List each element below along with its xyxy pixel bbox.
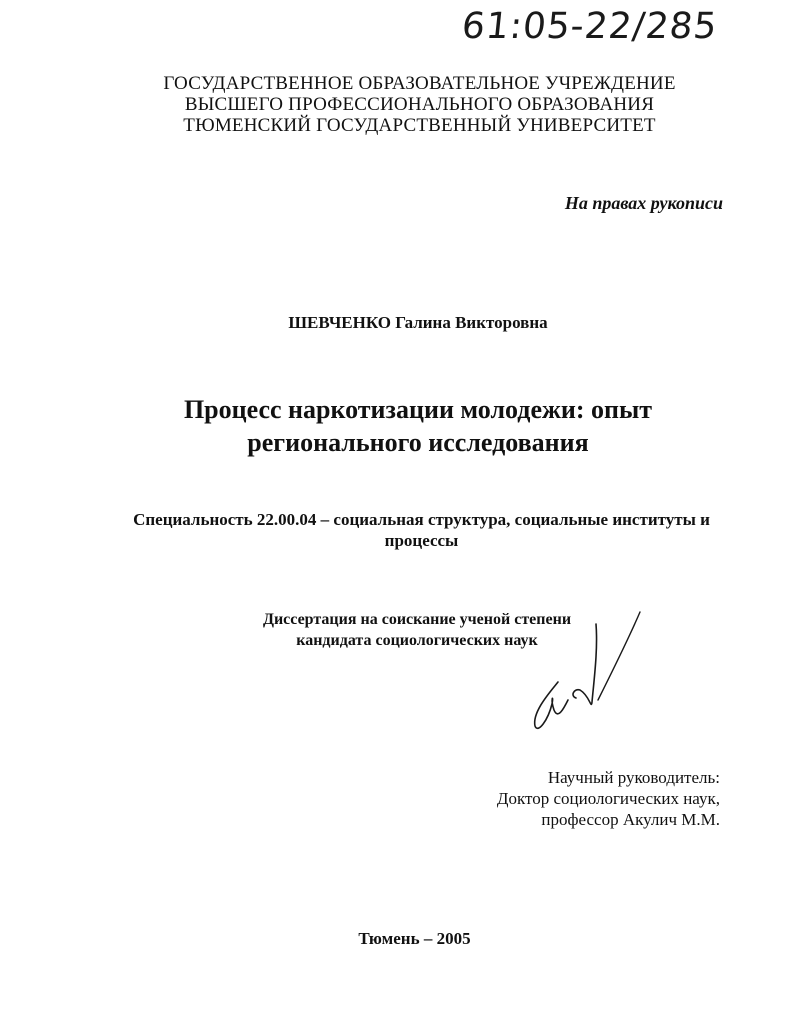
specialty-line-1: Специальность 22.00.04 – социальная структура, социальные институты и [133,510,710,529]
specialty-line-2: процессы [384,531,459,550]
signature-stroke-2 [573,624,597,704]
specialty-block [0,509,793,551]
manuscript-note: На правах рукописи [564,193,723,213]
institution-line-2: ВЫСШЕГО ПРОФЕССИОНАЛЬНОГО ОБРАЗОВАНИЯ [184,94,655,115]
author-name: ШЕВЧЕНКО Галина Викторовна [288,313,548,332]
city-year: Тюмень – 2005 [358,929,471,948]
dissertation-title [0,393,793,459]
signature-stroke-1 [535,682,568,728]
advisor-line-3: профессор Акулич М.М. [541,810,720,829]
signature-stroke-3 [598,612,640,700]
title-line-2: регионального исследования [247,428,589,457]
scientific-advisor [497,767,720,830]
signature [520,600,670,740]
archive-code-handwritten: 61:05-22/285 [459,6,720,47]
institution-line-1: ГОСУДАРСТВЕННОЕ ОБРАЗОВАТЕЛЬНОЕ УЧРЕЖДЕНИЕ [163,73,676,94]
degree-line-2: кандидата социологических наук [296,632,538,649]
institution-header [0,73,793,136]
degree-line-1: Диссертация на соискание ученой степени [262,611,572,628]
degree-statement [0,609,793,651]
advisor-line-1: Научный руководитель: [547,768,720,787]
advisor-line-2: Доктор социологических наук, [496,789,720,808]
institution-line-3: ТЮМЕНСКИЙ ГОСУДАРСТВЕННЫЙ УНИВЕРСИТЕТ [183,115,656,136]
title-line-1: Процесс наркотизации молодежи: опыт [183,395,653,424]
